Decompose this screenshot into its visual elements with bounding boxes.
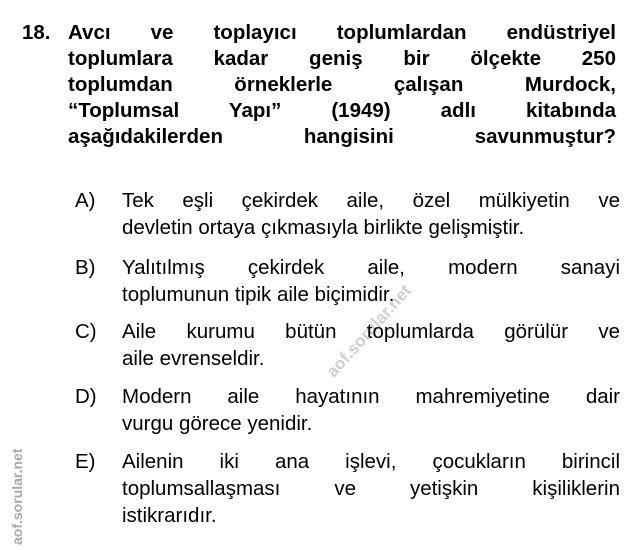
option-line: Aile kurumu bütün toplumlarda görülür ve — [122, 320, 620, 343]
option-line: toplumunun tipik aile biçimidir. — [122, 283, 395, 306]
option-c[interactable] — [75, 318, 620, 372]
option-line: istikrarıdır. — [122, 504, 217, 527]
watermark-side: aof.sorular.net — [9, 448, 25, 545]
option-a[interactable] — [75, 187, 620, 241]
option-d[interactable] — [75, 383, 620, 437]
question-line: toplumdan örneklerle çalışan Murdock, — [68, 73, 616, 96]
option-b[interactable] — [75, 254, 620, 308]
option-letter: D) — [75, 385, 97, 408]
question-number: 18. — [22, 21, 51, 44]
question-line: aşağıdakilerden hangisini savunmuştur? — [68, 125, 616, 148]
question-line: Avcı ve toplayıcı toplumlardan endüstriyel — [68, 21, 616, 44]
question-text — [68, 20, 616, 150]
option-letter: C) — [75, 320, 97, 343]
option-line: devletin ortaya çıkmasıyla birlikte gelişmiştir. — [122, 216, 525, 239]
option-line: Tek eşli çekirdek aile, özel mülkiyetin ve — [122, 189, 620, 212]
option-letter: E) — [75, 450, 96, 473]
option-e[interactable] — [75, 448, 620, 529]
question-line: “Toplumsal Yapı” (1949) adlı kitabında — [68, 99, 616, 122]
watermark-diagonal: aof.sorular.net — [322, 281, 416, 382]
option-letter: B) — [75, 256, 96, 279]
option-line: Ailenin iki ana işlevi, çocukların birincil — [122, 450, 620, 473]
question-line: toplumlara kadar geniş bir ölçekte 250 — [68, 47, 616, 70]
option-line: Modern aile hayatının mahremiyetine dair — [122, 385, 620, 408]
option-line: Yalıtılmış çekirdek aile, modern sanayi — [122, 256, 620, 279]
option-line: vurgu görece yenidir. — [122, 412, 313, 435]
option-line: toplumsallaşması ve yetişkin kişiliklerin — [122, 477, 620, 500]
option-letter: A) — [75, 189, 96, 212]
option-line: aile evrenseldir. — [122, 347, 265, 370]
